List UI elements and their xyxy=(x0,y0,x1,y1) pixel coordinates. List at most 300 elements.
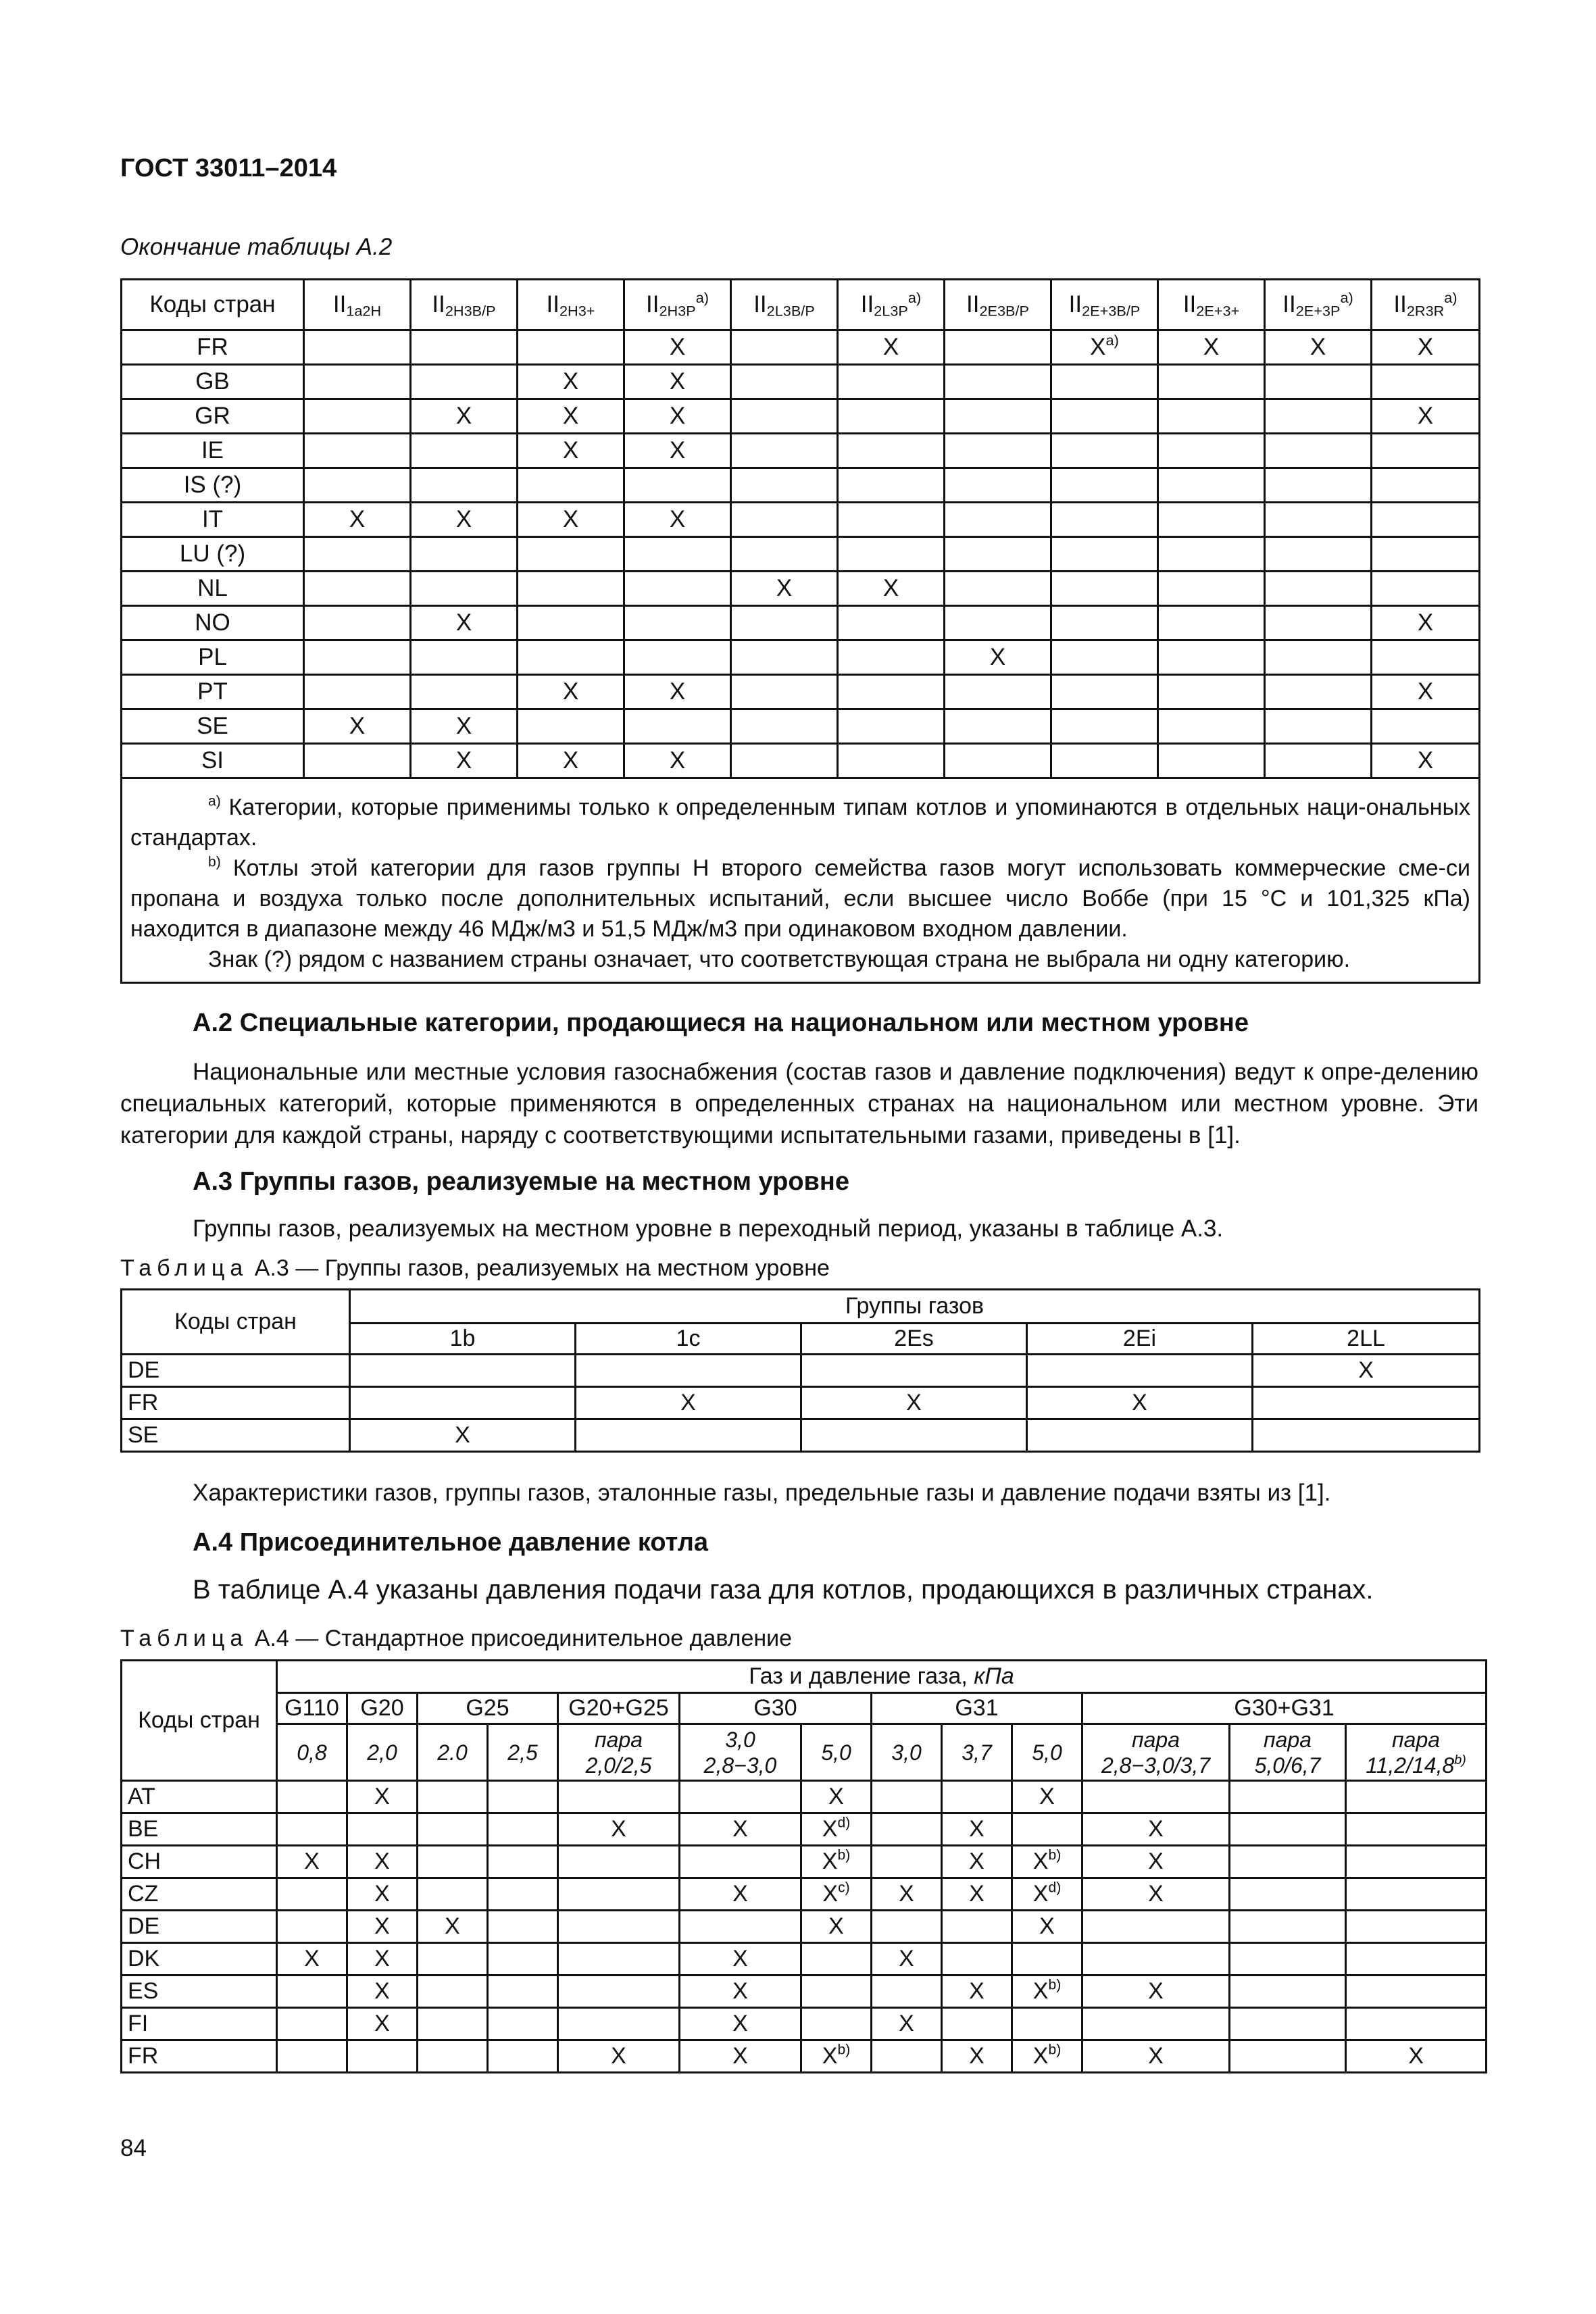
table-a2-category-header xyxy=(304,280,411,330)
pressure-header xyxy=(801,1724,872,1781)
pressure-cell xyxy=(347,1846,418,1878)
category-subscript: 2R3R xyxy=(1406,302,1445,320)
table-a2-corner xyxy=(122,280,304,330)
table-a3-caption xyxy=(120,1255,830,1282)
pressure-cell xyxy=(680,1878,801,1911)
cell-mark: X xyxy=(374,2011,390,2036)
category-cell xyxy=(411,330,518,365)
category-cell xyxy=(1051,572,1158,606)
category-cell xyxy=(624,572,731,606)
country-code-cell xyxy=(122,537,304,572)
pressure-cell xyxy=(942,1781,1012,1813)
pressure-cell xyxy=(801,1976,872,2008)
category-subscript: 1a2H xyxy=(346,302,382,320)
category-cell xyxy=(1051,744,1158,778)
cell-mark: X xyxy=(828,1913,844,1939)
cell-mark: X xyxy=(1039,1913,1055,1939)
pressure-top: пара xyxy=(1132,1727,1180,1752)
pressure-cell xyxy=(680,1911,801,1943)
country-code-cell xyxy=(122,1813,277,1846)
pressure-cell xyxy=(558,2040,680,2073)
category-cell xyxy=(838,468,945,503)
category-footnote-ref: a) xyxy=(1340,288,1353,306)
table-a2-row xyxy=(122,744,1480,778)
cell-mark: X xyxy=(732,1946,748,1971)
table-a4-row xyxy=(122,1846,1487,1878)
pressure-top: пара xyxy=(1264,1727,1312,1752)
table-a2-category-header xyxy=(731,280,838,330)
category-cell xyxy=(1372,606,1480,640)
pressure-cell xyxy=(1346,1813,1487,1846)
category-cell xyxy=(624,537,731,572)
cell-mark: DE xyxy=(128,1357,160,1383)
category-cell xyxy=(945,365,1051,399)
category-cell xyxy=(1372,365,1480,399)
pressure-header xyxy=(1082,1724,1230,1781)
pressure-cell xyxy=(1346,1943,1487,1976)
category-cell xyxy=(731,709,838,744)
cell-footnote-ref: b) xyxy=(837,2042,851,2058)
pressure-value-text: 5,0 xyxy=(821,1740,851,1765)
pressure-cell xyxy=(801,2040,872,2073)
pressure-value-text: 3,7 xyxy=(962,1740,992,1765)
pressure-cell xyxy=(1012,1846,1082,1878)
pressure-cell xyxy=(872,2040,942,2073)
category-cell xyxy=(731,468,838,503)
cell-mark: X xyxy=(669,678,686,705)
pressure-cell xyxy=(1230,1781,1346,1813)
gas-header: G25 xyxy=(418,1693,558,1724)
table-a2-row xyxy=(122,709,1480,744)
category-cell xyxy=(1265,434,1372,468)
cell-mark: X xyxy=(1203,334,1220,360)
pressure-cell xyxy=(1012,1781,1082,1813)
country-code-cell xyxy=(122,434,304,468)
country-code-cell xyxy=(122,572,304,606)
table-a4-row xyxy=(122,1943,1487,1976)
cell-mark: X xyxy=(828,1784,844,1809)
cell-mark: X xyxy=(1032,1881,1049,1907)
pressure-cell xyxy=(1082,1781,1230,1813)
category-cell xyxy=(731,606,838,640)
category-base: II xyxy=(1182,291,1197,318)
category-cell xyxy=(1051,365,1158,399)
cell-mark: X xyxy=(349,713,366,739)
pressure-cell xyxy=(942,1813,1012,1846)
category-cell xyxy=(1158,330,1265,365)
cell-mark: X xyxy=(1148,1881,1164,1907)
cell-mark: X xyxy=(969,1881,984,1907)
category-cell xyxy=(838,606,945,640)
cell-mark: X xyxy=(562,368,579,395)
pressure-cell xyxy=(488,2008,558,2040)
cell-mark: X xyxy=(822,1816,838,1842)
category-cell xyxy=(731,744,838,778)
category-cell xyxy=(304,606,411,640)
pressure-cell xyxy=(1346,1878,1487,1911)
category-cell xyxy=(411,537,518,572)
country-code-cell xyxy=(122,744,304,778)
country-code-cell xyxy=(122,2008,277,2040)
cell-mark: PT xyxy=(197,678,228,705)
pressure-cell xyxy=(418,1911,488,1943)
pressure-value xyxy=(489,1740,557,1765)
pressure-cell xyxy=(347,1943,418,1976)
category-cell xyxy=(411,606,518,640)
category-cell xyxy=(624,675,731,709)
pressure-cell xyxy=(558,1943,680,1976)
category-cell xyxy=(731,330,838,365)
category-cell xyxy=(1051,399,1158,434)
table-a2-category-header xyxy=(1158,280,1265,330)
pressure-cell xyxy=(488,1846,558,1878)
pressure-cell xyxy=(1012,1943,1082,1976)
section-a2-paragraph: Национальные или местные условия газоснабжения (состав газов и давление подключения) ведут к опре-делению специальных категорий, которые применяются в определенных странах на национальном или местном уровне. Эти категории для каждой страны, наряду с соответствующими испытательными газами, приведены в [1]. xyxy=(120,1059,1478,1149)
cell-mark: X xyxy=(1417,747,1434,774)
pressure-value xyxy=(278,1740,346,1765)
table-a4-top-header-unit: кПа xyxy=(974,1663,1014,1689)
cell-mark: X xyxy=(732,1881,748,1907)
pressure-cell xyxy=(347,2040,418,2073)
table-a4-title: А.4 — Стандартное присоединительное давление xyxy=(254,1626,793,1651)
category-cell xyxy=(1158,709,1265,744)
category-cell xyxy=(411,399,518,434)
pressure-cell xyxy=(1082,1846,1230,1878)
pressure-cell xyxy=(1082,2008,1230,2040)
cell-mark: X xyxy=(374,1784,390,1809)
country-code-cell xyxy=(122,399,304,434)
cell-footnote-ref: b) xyxy=(1048,2042,1062,2058)
category-cell xyxy=(1158,572,1265,606)
cell-mark: X xyxy=(1417,678,1434,705)
pressure-cell xyxy=(347,1878,418,1911)
pressure-cell xyxy=(1346,2008,1487,2040)
category-base: II xyxy=(1393,291,1407,318)
pressure-cell xyxy=(942,1846,1012,1878)
gas-group-cell xyxy=(801,1355,1027,1387)
category-subscript: 2E3B/P xyxy=(979,302,1029,320)
category-cell xyxy=(838,365,945,399)
table-a2-category-header xyxy=(411,280,518,330)
cell-mark: X xyxy=(822,1881,839,1907)
pressure-cell xyxy=(1012,2008,1082,2040)
table-a2-header-row xyxy=(122,280,1480,330)
cell-mark: X xyxy=(455,747,472,774)
gas-group-header: 1c xyxy=(576,1324,801,1355)
cell-mark: X xyxy=(374,1913,390,1939)
category-cell xyxy=(1372,399,1480,434)
table-a2-category-header xyxy=(838,280,945,330)
table-a3-title: А.3 — Группы газов, реализуемых на местном уровне xyxy=(254,1255,830,1281)
pressure-cell xyxy=(1346,1781,1487,1813)
cell-mark: GB xyxy=(195,368,230,395)
table-a2-row xyxy=(122,503,1480,537)
cell-footnote-ref: d) xyxy=(837,1815,851,1831)
category-base: Коды стран xyxy=(149,291,276,318)
pressure-cell xyxy=(1230,2040,1346,2073)
table-a2-row xyxy=(122,640,1480,675)
cell-mark: X xyxy=(899,1881,914,1907)
pressure-cell xyxy=(347,1813,418,1846)
table-a4-gas-row xyxy=(122,1693,1487,1724)
cell-mark: X xyxy=(562,403,579,429)
pressure-value-text: 5,0 xyxy=(1032,1740,1062,1765)
pressure-header xyxy=(1012,1724,1082,1781)
pressure-value xyxy=(1347,1753,1485,1778)
pressure-cell xyxy=(558,2008,680,2040)
table-a4-row xyxy=(122,1813,1487,1846)
cell-mark: X xyxy=(304,1946,320,1971)
table-a4-row xyxy=(122,1976,1487,2008)
cell-mark: X xyxy=(732,2011,748,2036)
cell-mark: SE xyxy=(197,713,228,739)
cell-mark: X xyxy=(669,334,686,360)
table-a3-label: Таблица xyxy=(120,1255,249,1281)
pressure-cell xyxy=(488,1911,558,1943)
pressure-cell xyxy=(488,1781,558,1813)
section-a3-heading: А.3 Группы газов, реализуемые на местном уровне xyxy=(193,1167,850,1196)
country-code-cell xyxy=(122,365,304,399)
category-cell xyxy=(838,330,945,365)
cell-mark: X xyxy=(822,1848,838,1874)
cell-mark: X xyxy=(669,437,686,463)
category-base: II xyxy=(753,291,767,318)
pressure-cell xyxy=(1082,1878,1230,1911)
category-cell xyxy=(518,365,624,399)
cell-mark: X xyxy=(680,1390,696,1415)
table-a2-row xyxy=(122,537,1480,572)
category-cell xyxy=(1158,399,1265,434)
cell-mark: IE xyxy=(201,437,224,463)
gas-header: G20+G25 xyxy=(558,1693,680,1724)
category-cell xyxy=(1158,675,1265,709)
category-cell xyxy=(304,537,411,572)
table-a4-row xyxy=(122,1878,1487,1911)
category-base: II xyxy=(332,291,347,318)
gas-group-header: 2Es xyxy=(801,1324,1027,1355)
table-a3-corner: Коды стран xyxy=(122,1290,350,1355)
cell-mark: X xyxy=(1148,1848,1164,1874)
category-cell xyxy=(411,640,518,675)
category-cell xyxy=(1158,640,1265,675)
document-code-header: ГОСТ 33011–2014 xyxy=(120,154,337,182)
category-cell xyxy=(731,503,838,537)
cell-mark: X xyxy=(1039,1784,1055,1809)
pressure-value xyxy=(559,1753,678,1778)
pressure-header xyxy=(277,1724,347,1781)
category-cell xyxy=(731,537,838,572)
pressure-cell xyxy=(277,1813,347,1846)
gas-header: G31 xyxy=(872,1693,1082,1724)
category-cell xyxy=(1051,675,1158,709)
cell-mark: X xyxy=(732,1816,748,1842)
category-cell xyxy=(411,709,518,744)
section-a2-heading: А.2 Специальные категории, продающиеся на национальном или местном уровне xyxy=(193,1009,1249,1037)
cell-mark: X xyxy=(455,403,472,429)
cell-mark: FR xyxy=(128,2043,159,2069)
category-cell xyxy=(1265,330,1372,365)
category-cell xyxy=(624,640,731,675)
category-cell xyxy=(518,744,624,778)
cell-mark: FR xyxy=(128,1390,159,1415)
category-cell xyxy=(304,399,411,434)
category-cell xyxy=(731,365,838,399)
cell-mark: X xyxy=(732,2043,748,2069)
category-base: II xyxy=(1282,291,1296,318)
category-cell xyxy=(945,709,1051,744)
cell-mark: X xyxy=(732,1978,748,2004)
pressure-value-text: 3,0 xyxy=(891,1740,922,1765)
section-a3-paragraph: Группы газов, реализуемых на местном уровне в переходный период, указаны в таблице А.3. xyxy=(193,1215,1224,1242)
category-base: II xyxy=(432,291,445,318)
pressure-cell xyxy=(558,1781,680,1813)
cell-mark: FR xyxy=(197,334,228,360)
category-cell xyxy=(731,675,838,709)
note-b-text: Котлы этой категории для газов группы Н второго семейства газов могут использовать коммерческие сме-си пропана и воздуха только после дополнительных испытаний, если высшее число Воббе (при 15 °С и 101,325 кПа) находится в диапазоне между 46 МДж/м3 и 51,5 МДж/м3 при одинаковом входном давлении. xyxy=(130,855,1470,942)
table-a4-label: Таблица xyxy=(120,1626,249,1651)
pressure-cell xyxy=(1012,2040,1082,2073)
category-cell xyxy=(1265,744,1372,778)
pressure-cell xyxy=(277,1943,347,1976)
pressure-cell xyxy=(872,1878,942,1911)
category-cell xyxy=(945,434,1051,468)
pressure-cell xyxy=(1230,1813,1346,1846)
pressure-cell xyxy=(1346,2040,1487,2073)
pressure-header xyxy=(1230,1724,1346,1781)
pressure-value-text: 2,0/2,5 xyxy=(585,1753,652,1778)
cell-mark: SI xyxy=(201,747,224,774)
gas-group-cell xyxy=(1027,1419,1253,1452)
category-cell xyxy=(1265,399,1372,434)
cell-mark: X xyxy=(374,1978,390,2004)
country-code-cell xyxy=(122,1943,277,1976)
table-a2-continuation-caption: Окончание таблицы А.2 xyxy=(120,234,393,260)
cell-mark: AT xyxy=(128,1784,155,1809)
category-base: II xyxy=(966,291,980,318)
category-cell xyxy=(1265,468,1372,503)
category-cell xyxy=(518,537,624,572)
cell-mark: X xyxy=(1310,334,1326,360)
pressure-cell xyxy=(872,1781,942,1813)
cell-mark: NL xyxy=(197,575,228,601)
pressure-cell xyxy=(488,1976,558,2008)
country-code-cell xyxy=(122,1878,277,1911)
pressure-cell xyxy=(277,1911,347,1943)
cell-mark: IT xyxy=(201,506,224,532)
pressure-cell xyxy=(1230,1846,1346,1878)
cell-mark: X xyxy=(1148,2043,1164,2069)
category-cell xyxy=(518,330,624,365)
pressure-cell xyxy=(680,2040,801,2073)
gas-group-cell xyxy=(1027,1355,1253,1387)
category-cell xyxy=(624,606,731,640)
table-a4-row xyxy=(122,2040,1487,2073)
category-cell xyxy=(411,365,518,399)
category-cell xyxy=(1158,365,1265,399)
table-a2-category-header xyxy=(1051,280,1158,330)
pressure-cell xyxy=(1082,1976,1230,2008)
cell-mark: NO xyxy=(195,609,230,636)
pressure-cell xyxy=(801,1781,872,1813)
cell-footnote-ref: b) xyxy=(1048,1977,1062,1993)
category-cell xyxy=(624,330,731,365)
pressure-cell xyxy=(1230,1878,1346,1911)
cell-mark: X xyxy=(611,1816,626,1842)
table-a4-top-header xyxy=(277,1661,1487,1693)
gas-group-cell xyxy=(1027,1387,1253,1419)
note-a-text: Категории, которые применимы только к определенным типам котлов и упоминаются в отдельных наци-ональных стандартах. xyxy=(130,795,1470,851)
category-cell xyxy=(838,640,945,675)
pressure-footnote-ref: b) xyxy=(1454,1752,1466,1767)
category-cell xyxy=(945,537,1051,572)
table-a4-row xyxy=(122,1911,1487,1943)
category-cell xyxy=(1372,537,1480,572)
category-cell xyxy=(411,503,518,537)
table-a2-row xyxy=(122,399,1480,434)
cell-mark: X xyxy=(1417,334,1434,360)
category-cell xyxy=(1372,572,1480,606)
country-code-cell xyxy=(122,640,304,675)
cell-mark: X xyxy=(669,747,686,774)
category-cell xyxy=(731,399,838,434)
table-a4-top-header-text: Газ и давление газа, xyxy=(749,1663,974,1689)
cell-mark: X xyxy=(374,1946,390,1971)
cell-mark: X xyxy=(562,437,579,463)
pressure-cell xyxy=(1012,1878,1082,1911)
category-subscript: 2H3B/P xyxy=(445,302,496,320)
category-cell xyxy=(1051,606,1158,640)
pressure-value-text: 2,8−3,0/3,7 xyxy=(1101,1753,1211,1778)
category-cell xyxy=(1158,503,1265,537)
category-cell xyxy=(304,744,411,778)
category-cell xyxy=(624,434,731,468)
category-cell xyxy=(1158,434,1265,468)
category-cell xyxy=(1372,744,1480,778)
category-cell xyxy=(518,468,624,503)
gas-header: G30 xyxy=(680,1693,872,1724)
gas-group-header: 1b xyxy=(350,1324,576,1355)
cell-mark: X xyxy=(1132,1390,1147,1415)
pressure-cell xyxy=(1082,2040,1230,2073)
category-cell xyxy=(1372,503,1480,537)
country-code-cell xyxy=(122,2040,277,2073)
pressure-cell xyxy=(1346,1976,1487,2008)
cell-footnote-ref: d) xyxy=(1048,1880,1062,1896)
cell-mark: FI xyxy=(128,2011,149,2036)
pressure-cell xyxy=(801,1878,872,1911)
pressure-value-text: 2.0 xyxy=(437,1740,468,1765)
pressure-cell xyxy=(558,1813,680,1846)
pressure-cell xyxy=(1082,1813,1230,1846)
table-a2 xyxy=(120,278,1480,984)
pressure-cell xyxy=(1082,1911,1230,1943)
category-cell xyxy=(411,675,518,709)
category-cell xyxy=(518,434,624,468)
cell-mark: X xyxy=(906,1390,922,1415)
pressure-cell xyxy=(680,1781,801,1813)
pressure-cell xyxy=(942,2040,1012,2073)
pressure-value xyxy=(802,1740,870,1765)
table-a2-notes-row xyxy=(122,778,1480,983)
category-cell xyxy=(945,468,1051,503)
pressure-value xyxy=(1083,1753,1228,1778)
table-a2-category-header xyxy=(624,280,731,330)
cell-mark: X xyxy=(455,1422,470,1448)
pressure-cell xyxy=(680,1976,801,2008)
cell-footnote-ref: b) xyxy=(837,1847,851,1863)
pressure-cell xyxy=(558,1846,680,1878)
gas-group-cell xyxy=(1253,1387,1480,1419)
